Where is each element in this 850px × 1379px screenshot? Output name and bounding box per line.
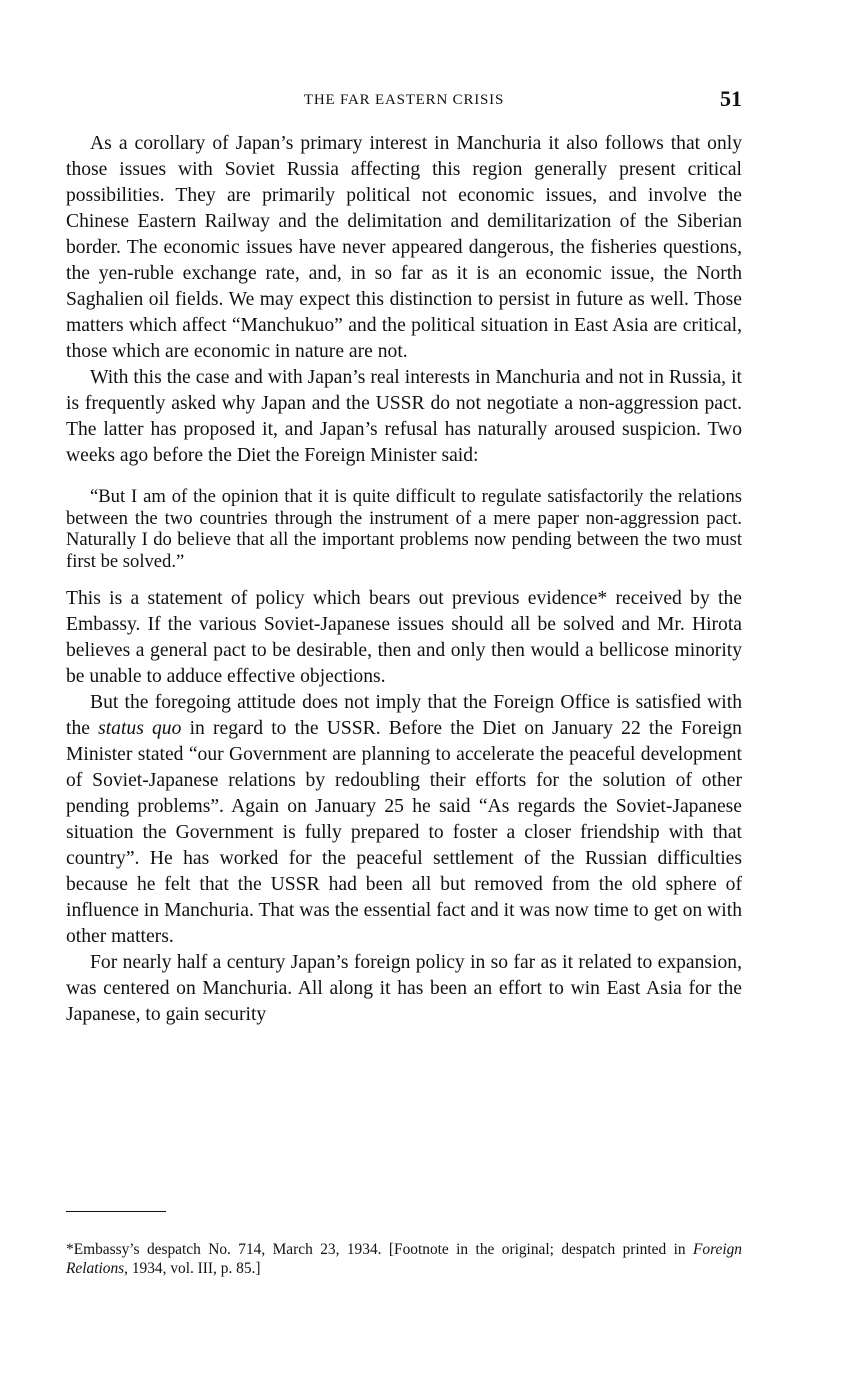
page-header [66, 88, 742, 114]
block-quote: “But I am of the opinion that it is quite difficult to regulate satisfactorily the relations between the two countries through the instrument of a mere paper non-aggression pact. Naturally I do believe that all the important problems now pending between the two must first be solved.” [66, 486, 742, 572]
paragraph-4-italic: status quo [98, 718, 182, 740]
running-head: THE FAR EASTERN CRISIS [303, 92, 505, 108]
paragraph-4-text-end: in regard to the USSR. Before the Diet on January 22 the Foreign Minister stated “our Government are planning to accelerate the peaceful development of Soviet-Japanese relations by redoubling their efforts for the solution of other pending problems”. Again on January 25 he said “As regards the Soviet-Japanese situation the Government is fully prepared to foster a closer friendship with that country”. He has worked for the peaceful settlement of the Russian difficulties because he felt that the USSR had been all but removed from the old sphere of influence in Manchuria. That was the essential fact and it was now time to get on with other matters. [66, 718, 742, 948]
paragraph-4 [66, 690, 742, 950]
footnote-text-start: *Embassy’s despatch No. 714, March 23, 1934. [Footnote in the original; despatch printed in [66, 1241, 693, 1259]
paragraph-2: With this the case and with Japan’s real interests in Manchuria and not in Russia, it is frequently asked why Japan and the USSR do not negotiate a non-aggression pact. The latter has proposed it, and Japan’s refusal has naturally aroused suspicion. Two weeks ago before the Diet the Foreign Minister said: [66, 367, 742, 466]
paragraph-4-text-start: But the foregoing attitude does not imply that the Foreign Office is satisfied with the [66, 692, 742, 740]
footnote [66, 1240, 742, 1278]
page-number: 51 [720, 86, 742, 111]
footnote-divider [66, 1211, 166, 1212]
paragraph-3: This is a statement of policy which bears out previous evidence* received by the Embassy. If the various Soviet-Japanese issues should all be solved and Mr. Hirota believes a general pact to be desirable, then and only then would a bellicose minority be unable to adduce effective objections. [66, 588, 742, 688]
paragraph-5: For nearly half a century Japan’s foreign policy in so far as it related to expansion, was centered on Manchuria. All along it has been an effort to win East Asia for the Japanese, to gain security [66, 952, 742, 1026]
footnote-italic: Foreign Relations [66, 1241, 742, 1278]
body-text [66, 131, 742, 1028]
paragraph-1: As a corollary of Japan’s primary interest in Manchuria it also follows that only those issues with Soviet Russia affecting this region generally present critical possibilities. They are primarily political not economic issues, and involve the Chinese Eastern Railway and the delimitation and demilitarization of the Siberian border. The economic issues have never appeared dangerous, the fisheries questions, the yen-ruble exchange rate, and, in so far as it is an economic issue, the North Saghalien oil fields. We may expect this distinction to persist in future as well. Those matters which affect “Manchukuo” and the political situation in East Asia are critical, those which are economic in nature are not. [66, 133, 742, 362]
footnote-text-end: , 1934, vol. III, p. 85.] [124, 1260, 261, 1278]
